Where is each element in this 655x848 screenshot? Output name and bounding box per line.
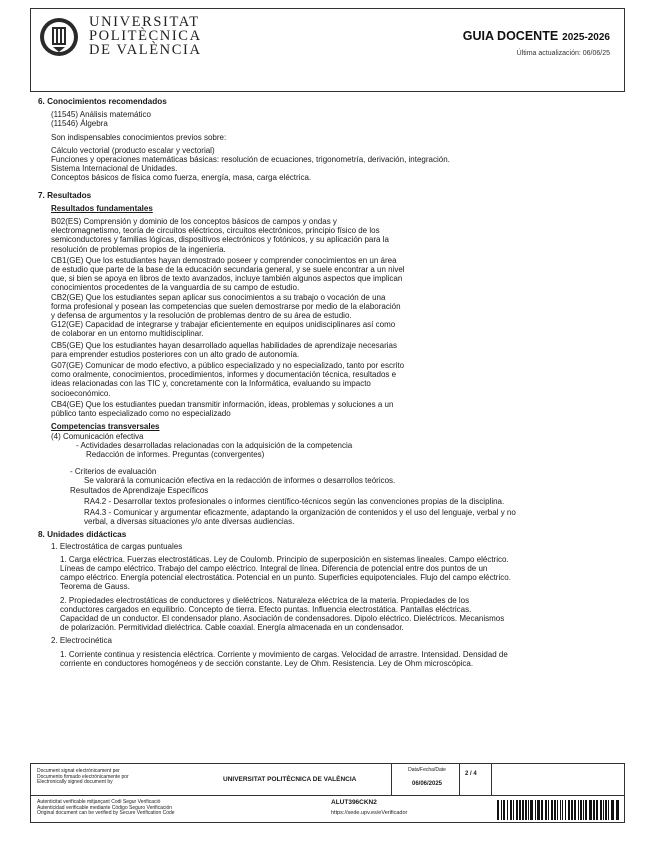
prereq-course: (11546) Álgebra [51, 119, 108, 129]
competence-activities: - Actividades desarrolladas relacionadas con la adquisición de la competencia [76, 440, 353, 450]
prereq-item: Cálculo vectorial (producto escalar y vectorial) [51, 145, 215, 155]
result-item: CB5(GE) Que los estudiantes hayan desarrollado aquellas habilidades de aprendizaje necesarias para emprender estudios posteriores con un alto grado de autonomía. [51, 340, 397, 359]
result-item: CB1(GE) Que los estudiantes hayan demostrado poseer y comprender conocimientos en un área de estudio que parte de la base de la educación secundaria general, y se suele encontrar a un nivel que, si bien se apoya en libros de texto avanzados, incluye también algunos aspectos que implican conocimientos procedentes de la vanguardia de su campo de estudio. [51, 255, 405, 293]
prereq-intro: Son indispensables conocimientos previos sobre: [51, 132, 227, 142]
competence-criteria-detail: Se valorará la comunicación efectiva en la redacción de informes o desarrollos teóricos. [84, 476, 396, 486]
date-label: Data/Fecha/Date [408, 767, 446, 773]
prereq-course: (11545) Análisis matemático [51, 110, 151, 120]
ra-4-3: RA4.3 - Comunicar y argumentar eficazmente, adaptando la organización de contenidos y el uso del lenguaje, verbal y no [84, 507, 516, 517]
upv-seal-icon [39, 15, 79, 61]
document-body: 6. Conocimientos recomendados (11545) Análisis matemático (11546) Álgebra Son indispensables conocimientos previos sobre: Cálculo vectorial (producto escalar y vectorial) Funciones y operaciones matemáticas básicas: resolución de ecuaciones, trigonometría, derivación, integración. Sistema Internacional de Unidades. Conceptos básicos de física como fuerza, energía, masa, carga eléctrica. 7. Resultados Resultados fundamentales B02(ES) Comprensión y dominio de los conceptos básicos de campos y ondas y electromagnetismo, teoría de circuitos eléctricos, circuitos electrónicos, principio físico de los semiconductores y familias lógicas, dispositivos electrónicos y fotónicos, y su aplicación para la resolución de problemas propios de la ingeniería. CB1(GE) Que los estudiantes hayan demostrado poseer y comprender conocimientos en un área de estudio que parte de la base de la educación secundaria general, y se suele encontrar a un nivel que, si bien se apoya en libros de texto avanzados, incluye también algunos aspectos que implican conocimientos procedentes de la vanguardia de su campo de estudio. CB2(GE) Que los estudiantes sepan aplicar sus conocimientos a su trabajo o vocación de una forma profesional y posean las competencias que suelen demostrarse por medio de la elaboración y defensa de argumentos y la resolución de problemas dentro de su área de estudio. G12(GE) Capacidad de integrarse y trabajar eficientemente en equipos unidisciplinares así como de colaborar en un entorno multidisciplinar. CB5(GE) Que los estudiantes hayan desarrollado aquellas habilidades de aprendizaje necesarias para emprender estudios posteriores con un alto grado de autonomía. G07(GE) Comunicar de modo efectivo, a público especializado y no especializado, tanto por escrito como oralmente, conocimientos, procedimientos, informes y documentación técnica, resultados e ideas relacionadas con las TIC y, concretamente con la Informática, evaluando su impacto socioeconómico. CB4(GE) Que los estudiantes puedan transmitir información, ideas, problemas y soluciones a un público tanto especializado como no especializado Competencias transversales (4) Comunicación efectiva - Actividades desarrolladas relacionadas con la adquisición de la competencia Redacción de informes. Preguntas (convergentes) - Criterios de evaluación Se valorará la comunicación efectiva en la redacción de informes o desarrollos teóricos. Resultados de Aprendizaje Específicos RA4.2 - Desarrollar textos profesionales o informes científico-técnicos según las convenciones propias de la disciplina. RA4.3 - Comunicar y argumentar eficazmente, adaptando la organización de contenidos y el uso del lenguaje, verbal y no verbal, a diversas situaciones y/o ante diversas audiencias. 8. Unidades didácticas 1. Electrostática de cargas puntuales 1. Carga eléctrica. Fuerzas electrostáticas. Ley de Coulomb. Principio de superposición en sistemas lineales. Campo eléctrico. Líneas de campo eléctrico. Trabajo del campo eléctrico. Integral de línea. Diferencia de potencial entre dos puntos de un campo eléctrico. Energía potencial electrostática. Potencial en un punto. Superficies equipotenciales. Flujo del campo eléctrico. Teorema de Gauss. 2. Propiedades electrostáticas de conductores y dieléctricos. Naturaleza eléctrica de la materia. Propiedades de los conductores cargados en equilibrio. Concepto de tierra. Efecto puntas. Influencia electrostática. Pantallas eléctricas. Capacidad de un conductor. El condensador plano. Asociación de condensadores. Dipolo eléctrico. Dieléctricos. Mecanismos de polarización. Permitividad dieléctrica. Cable coaxial. Energía almacenada en un condensador. 2. Electrocinética 1. Corriente continua y resistencia eléctrica. Corriente y movimiento de cargas. Velocidad de arrastre. Intensidad. Densidad de corriente en conductores homogéneos y de sección constante. Ley de Ohm. Resistencia. Ley de Ohm microscópica. [38, 97, 598, 668]
specific-results-title: Resultados de Aprendizaje Específicos [70, 485, 209, 495]
prereq-item: Funciones y operaciones matemáticas básicas: resolución de ecuaciones, trigonometría, derivación, integración. [51, 155, 450, 165]
doc-title: GUIA DOCENTE 2025-2026 [462, 29, 610, 43]
unit-subtopic: 1. Carga eléctrica. Fuerzas electrostáticas. Ley de Coulomb. Principio de superposición en sistemas lineales. Campo eléctrico. Líneas de campo eléctrico. Trabajo del campo eléctrico. Integral de línea. Diferencia de potencial entre dos puntos de un campo eléctrico. Energía potencial electrostática. Potencial en un punto. Superficies equipotenciales. Flujo del campo eléctrico. Teorema de Gauss. [60, 554, 511, 592]
fundamental-results-list [51, 217, 598, 418]
signing-institution: UNIVERSITAT POLITÈCNICA DE VALÈNCIA [223, 776, 357, 783]
barcode-icon [497, 800, 622, 820]
result-item: G07(GE) Comunicar de modo efectivo, a público especializado y no especializado, tanto por escrito como oralmente, conocimientos, procedimientos, informes y documentación técnica, resultados e ideas relacionadas con las TIC y, concretamente con la Informática, evaluando su impacto socioeconómico. [51, 361, 405, 398]
verification-label: Autenticitat verificable mitjançant Codi Segur Verificació Autenticidad verificable mediante Código Seguro Verificación Original document can be verified by Secure Verification Code [37, 799, 175, 817]
signed-by-label: Document signat electrònicament per Documento firmado electrónicamente por Electronically signed document by [37, 768, 129, 786]
signature-date: 06/06/2025 [411, 781, 443, 787]
signature-footer [30, 763, 625, 823]
prereq-item: Sistema Internacional de Unidades. [51, 164, 178, 174]
last-update: Última actualización: 06/06/25 [516, 50, 610, 57]
page-header [30, 8, 625, 92]
transversal-competences-title: Competencias transversales [51, 422, 160, 432]
page-number: 2 / 4 [465, 771, 477, 777]
unit-title: 1. Electrostática de cargas puntuales [51, 541, 183, 551]
result-item: CB4(GE) Que los estudiantes puedan transmitir información, ideas, problemas y soluciones a un público tanto especializado como no especializado [51, 399, 394, 419]
competence-criteria: - Criterios de evaluación [70, 467, 157, 477]
competence-name: (4) Comunicación efectiva [51, 431, 144, 441]
university-logo-text: UNIVERSITAT POLITÈCNICA DE VALÈNCIA [89, 14, 202, 58]
section-8-title: 8. Unidades didácticas [38, 530, 127, 540]
unit-subtopic: 1. Corriente continua y resistencia eléctrica. Corriente y movimiento de cargas. Velocidad de arrastre. Intensidad. Densidad de corriente en conductores homogéneos y de sección constante. Ley de Ohm. Resistencia. Ley de Ohm microscópica. [60, 649, 508, 668]
fundamental-results-title: Resultados fundamentales [51, 203, 153, 213]
result-item: B02(ES) Comprensión y dominio de los conceptos básicos de campos y ondas y electromagnetismo, teoría de circuitos eléctricos, circuitos electrónicos, principio físico de los semiconductores y familias lógicas, dispositivos electrónicos y fotónicos, y su aplicación para la resolución de problemas propios de la ingeniería. [51, 217, 389, 254]
competence-activities-detail: Redacción de informes. Preguntas (convergentes) [86, 449, 265, 459]
ra-4-2: RA4.2 - Desarrollar textos profesionales o informes científico-técnicos según las convenciones propias de la disciplina. [84, 496, 505, 506]
result-item: CB2(GE) Que los estudiantes sepan aplicar sus conocimientos a su trabajo o vocación de una forma profesional y posean las competencias que suelen demostrarse por medio de la elaboración y defensa de argumentos y la resolución de problemas dentro de su área de estudio. [51, 292, 401, 321]
unit-title: 2. Electrocinética [51, 636, 112, 646]
verification-url[interactable]: https://sede.upv.es/eVerificador [331, 810, 408, 816]
section-7-title: 7. Resultados [38, 190, 92, 200]
prereq-item: Conceptos básicos de física como fuerza, energía, masa, carga eléctrica. [51, 173, 312, 183]
academic-year: 2025-2026 [562, 32, 610, 43]
result-item: G12(GE) Capacidad de integrarse y trabajar eficientemente en equipos unidisciplinares así como de colaborar en un entorno multidisciplinar. [51, 320, 396, 339]
section-6-title: 6. Conocimientos recomendados [38, 97, 167, 106]
verification-code: ALUT396CKN2 [331, 799, 377, 806]
unit-subtopic: 2. Propiedades electrostáticas de conductores y dieléctricos. Naturaleza eléctrica de la materia. Propiedades de los conductores cargados en equilibrio. Concepto de tierra. Efecto puntas. Influencia electrostática. Pantallas eléctricas. Capacidad de un conductor. El condensador plano. Asociación de condensadores. Dipolo eléctrico. Dieléctricos. Mecanismos de polarización. Permitividad dieléctrica. Cable coaxial. Energía almacenada en un condensador. [60, 595, 505, 633]
